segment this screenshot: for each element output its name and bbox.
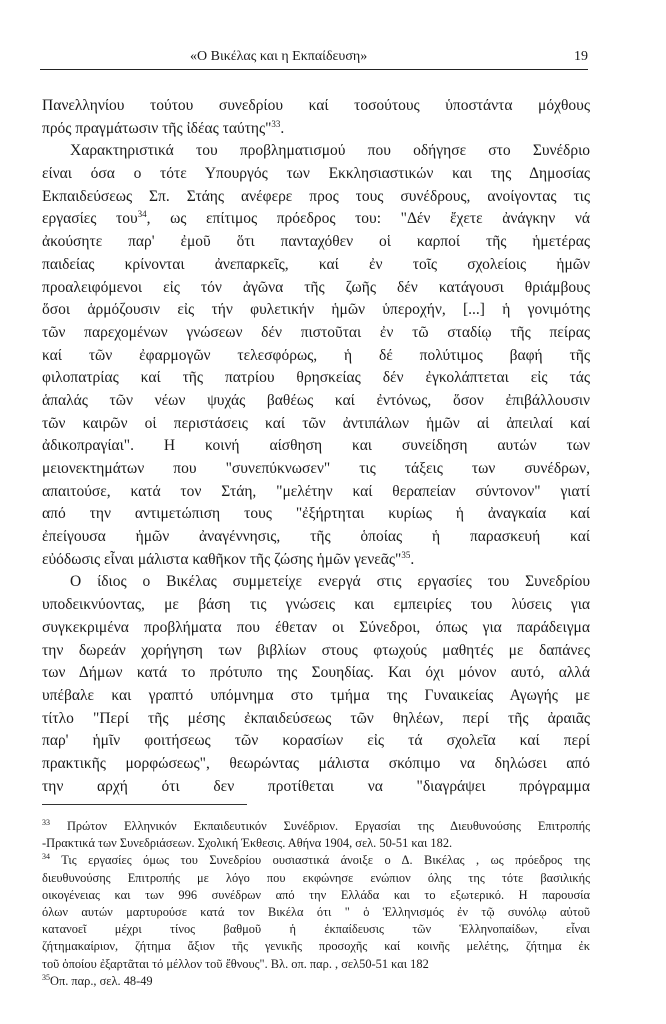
body-line-text: ἀκούσητε παρ' ἐμοῦ ὅτι πανταχόθεν οἱ καρποί τῆς ἡμετέρας xyxy=(42,233,590,251)
footnote-reference: 35 xyxy=(401,549,411,560)
footnote-text: Οπ. παρ., σελ. 48-49 xyxy=(50,973,153,988)
body-line xyxy=(42,753,590,776)
body-line-text: τῶν παρεχομένων γνώσεων δέν πιστοῦται ἐν τῶ σταδίῳ τῆς πείρας xyxy=(42,323,590,341)
body-line-text: παιδείας κρίνονται ἀνεπαρκεῖς, καί ἐν τοῖς σχολείοις ἡμῶν xyxy=(42,255,590,273)
body-line-text: από την αντιμετώπιση τους "ἐξήρτηται κυρίως ἡ ἀναγκαία καί xyxy=(42,505,590,523)
body-line xyxy=(42,163,590,186)
body-line-text: παρ' ἡμῖν φοιτήσεως τῶν κορασίων εἰς τά σχολεῖα καί περί xyxy=(42,732,590,750)
body-line xyxy=(42,299,590,322)
footnote-text: Πρώτον Ελληνικόν Εκπαιδευτικόν Συνέδριον. Εργασίαι της Διευθυνούσης Επιτροπής xyxy=(50,819,590,833)
body-line xyxy=(42,277,590,300)
footnote-text: τοῦ ὁποίου ἐξαρτᾶται τό μέλλον τοῦ ἔθνους". Βλ. οπ. παρ. , σελ50-51 και 182 xyxy=(42,956,429,971)
body-line-text: Χαρακτηριστικά του προβληματισμού που οδήγησε στο Συνέδριο xyxy=(70,142,590,160)
body-line xyxy=(42,776,590,799)
body-line-tail: , ως επίτιμος πρόεδρος του: "Δέν ἔχετε ἀνάγκην νά xyxy=(146,210,590,228)
running-title: «Ο Βικέλας και η Εκπαίδευση» xyxy=(190,49,368,64)
body-line xyxy=(42,617,590,640)
body-line-text: εὐόδωσις εἶναι μάλιστα καθῆκον τῆς ζώσης ἡμῶν γενεᾶς" xyxy=(42,550,402,568)
body-line xyxy=(42,708,590,731)
footnote-line xyxy=(42,887,590,904)
body-line xyxy=(42,118,590,141)
body-line-text: τῶν καιρῶν οἱ περιστάσεις καί τῶν ἀντιπάλων ἡμῶν αἱ ἀπειλαί καί xyxy=(42,414,590,432)
running-header xyxy=(40,46,588,68)
body-line-text: ἀδικοπραγίαι". Η κοινή αίσθηση και συνείδηση αυτών των xyxy=(42,437,590,455)
body-line-text: τίτλο "Περί τῆς μέσης ἐκπαιδεύσεως τῶν θηλέων, περί τῆς ἀραιᾶς xyxy=(42,709,590,727)
page-number: 19 xyxy=(574,49,588,64)
body-line-text: ἐπείγουσα ἡμῶν ἀναγέννησις, τῆς ὁποίας ἡ παρασκευή καί xyxy=(42,528,590,546)
footnote-text: Τις εργασίες όμως του Συνεδρίου ουσιαστικά άνοιξε ο Δ. Βικέλας , ως πρόεδρος της xyxy=(50,853,590,868)
footnote-line xyxy=(42,973,590,990)
body-line-text: Εκπαιδεύσεως Σπ. Στάης ανέφερε προς τους συνέδρους, ανοίγοντας τις xyxy=(42,187,590,205)
body-line-text: των Δήμων κατά το πρότυπο της Σουηδίας. Και όχι μόνον αυτό, αλλά xyxy=(42,664,590,682)
body-line xyxy=(42,254,590,277)
body-line xyxy=(42,458,590,481)
body-line xyxy=(42,231,590,254)
footnote-number: 34 xyxy=(42,852,50,862)
footnote-reference: 33 xyxy=(271,118,281,129)
body-line xyxy=(42,730,590,753)
footnote-text: -Πρακτικά των Συνεδριάσεων. Σχολική Έκθεσις. Αθήνα 1904, σελ. 50-51 και 182. xyxy=(42,836,453,851)
body-line-text: υποδεικνύοντας, με βάση τις γνώσεις και εμπειρίες του λύσεις για xyxy=(42,596,590,614)
footnote-number: 35 xyxy=(42,972,50,982)
body-line xyxy=(42,140,590,163)
body-line xyxy=(42,640,590,663)
footnote-line xyxy=(42,904,590,921)
body-line xyxy=(42,594,590,617)
body-line-text: προαλειφόμενοι εἰς τόν ἀγῶνα τῆς ζωῆς δέν κατάγουσι θριάμβους xyxy=(42,278,590,296)
body-line-text: την δωρεάν χορήγηση των βιβλίων στους φτωχούς μαθητές με δαπάνες xyxy=(42,641,590,659)
body-line xyxy=(42,390,590,413)
body-line xyxy=(42,208,590,231)
body-line xyxy=(42,685,590,708)
footnote-text: διευθυνούσης Επιτροπής με λόγο που εκφώνησε ενώπιον όλης της τότε βασιλικής xyxy=(42,870,590,885)
footnote-line xyxy=(42,921,590,938)
body-line xyxy=(42,549,590,572)
body-line xyxy=(42,503,590,526)
footnote-line xyxy=(42,870,590,887)
footnote-line xyxy=(42,835,590,852)
body-line-text: πρακτικῆς μορφώσεως", θεωρώντας μάλιστα σκόπιμο να δηλώσει από xyxy=(42,754,590,772)
body-line xyxy=(42,186,590,209)
body-line xyxy=(42,413,590,436)
body-line-text: την αρχή ότι δεν προτίθεται να "διαγράψει πρόγραμμα xyxy=(42,777,590,795)
footnotes xyxy=(42,818,590,990)
footnote-line xyxy=(42,956,590,973)
body-line-text: υπέβαλε και γραπτό υπόμνημα στο τμήμα της Γυναικείας Αγωγής με xyxy=(42,686,590,704)
body-line xyxy=(42,662,590,685)
body-line xyxy=(42,345,590,368)
body-line-text: Πανελληνίου τούτου συνεδρίου καί τοσούτους ὑποστάντα μόχθους xyxy=(42,97,590,114)
footnote-text: κατανοεῖ μέχρι τίνος βαθμοῦ ἡ ἐκπαίδευσις τῶν Ἑλληνοπαίδων, εἶναι xyxy=(42,922,590,937)
body-line-text: είναι όσα ο τότε Υπουργός των Εκκλησιαστικών και της Δημοσίας xyxy=(42,165,590,183)
body-line-text: ὅσοι ἁρμόζουσιν εἰς τήν φυλετικήν ἡμῶν ὑπεροχήν, [...] ἡ γονιμότης xyxy=(42,301,590,319)
body-line-text: φιλοπατρίας καί τῆς πατρίου θρησκείας δέν ἐγκολάπτεται εἰς τάς xyxy=(42,369,590,387)
footnote-number: 33 xyxy=(42,817,50,827)
body-line-text: καί τῶν ἐφαρμογῶν τελεσφόρως, ἡ δέ πολύτιμος βαφή τῆς xyxy=(42,346,590,364)
body-line xyxy=(42,526,590,549)
body-line-tail: . xyxy=(280,119,285,137)
body-line-tail: . xyxy=(410,550,415,568)
footnote-reference: 34 xyxy=(137,209,147,220)
body-line xyxy=(42,481,590,504)
body-line-text: ἁπαλάς τῶν νέων ψυχάς βαθέως καί ἐντόνως, ὅσον ἐπιβάλλουσιν xyxy=(42,391,590,409)
body-line-text: εργασίες του xyxy=(42,210,138,228)
footnote-text: ζήτημακαίριον, ζήτημα ἄξιον τῆς γενικῆς προσοχῆς καί κοινῆς μελέτης, ζήτημα ἐκ xyxy=(42,939,590,954)
footnote-text: οικογένειας και των 996 συνέδρων από την Ελλάδα και το εξωτερικό. Η παρουσία xyxy=(42,887,590,902)
footnote-line xyxy=(42,938,590,955)
body-line xyxy=(42,367,590,390)
body-text xyxy=(42,95,590,798)
body-line-text: απαιτούσε, κατά τον Στάη, "μελέτην καί θεραπείαν σύντονον" γιατί xyxy=(42,482,590,500)
body-line-text: μειονεκτημάτων που "συνεπύκνωσεν" τις τάξεις των συνέδρων, xyxy=(42,460,590,477)
body-line xyxy=(42,322,590,345)
body-line-text: συγκεκριμένα προβλήματα που έθεταν οι Σύνεδροι, όπως για παράδειγμα xyxy=(42,618,590,636)
body-line xyxy=(42,571,590,594)
footnote-text: όλων αυτών μαρτυρούσε κατά τον Βικέλα ότι " ὁ Ἑλληνισμός ἐν τῷ συνόλῳ αὐτοῦ xyxy=(42,904,590,919)
body-line-text: πρός πραγμάτωσιν τῆς ἰδέας ταύτης" xyxy=(42,119,272,137)
footnote-line xyxy=(42,852,590,869)
body-line xyxy=(42,95,590,118)
body-line-text: Ο ίδιος ο Βικέλας συμμετείχε ενεργά στις εργασίες του Συνεδρίου xyxy=(70,573,590,591)
body-line xyxy=(42,435,590,458)
footnote-line xyxy=(42,818,590,835)
header-rule xyxy=(40,69,588,70)
footnote-separator xyxy=(42,804,247,805)
